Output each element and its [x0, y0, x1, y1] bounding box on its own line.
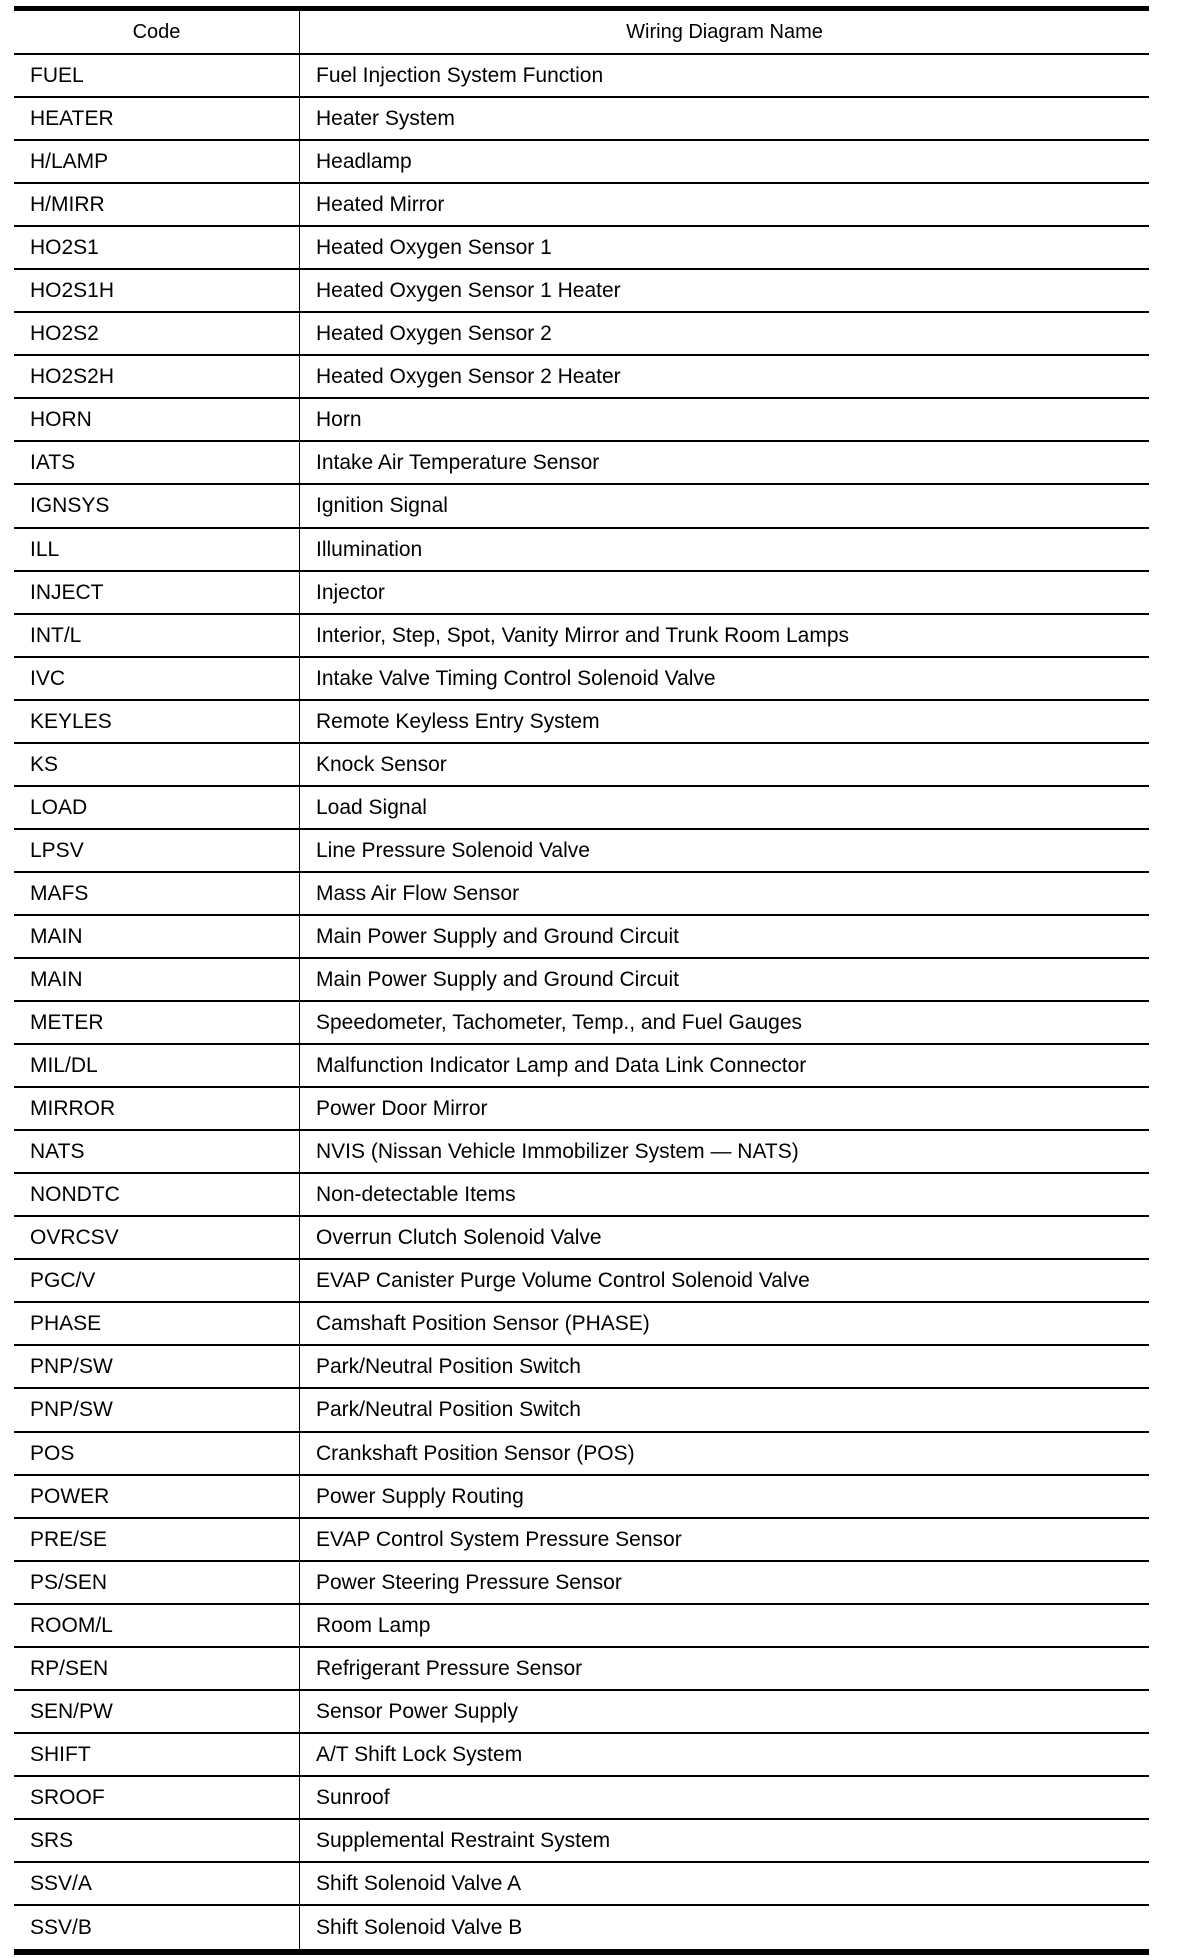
wiring-diagram-name-cell: Heated Oxygen Sensor 2: [316, 322, 552, 346]
table-row: [14, 787, 1149, 830]
wiring-diagram-name-cell: Intake Valve Timing Control Solenoid Valve: [316, 666, 716, 690]
wiring-diagram-name-cell: Heated Oxygen Sensor 1: [316, 236, 552, 260]
code-cell: HO2S1H: [14, 270, 300, 311]
table-row: [14, 1777, 1149, 1820]
table-row: [14, 873, 1149, 916]
wiring-diagram-name-cell: Ignition Signal: [316, 494, 448, 518]
code-cell: PNP/SW: [14, 1389, 300, 1430]
table-row: [14, 1519, 1149, 1562]
wiring-diagram-name-cell: Knock Sensor: [316, 752, 447, 776]
code-cell: H/MIRR: [14, 184, 300, 225]
table-row: [14, 1820, 1149, 1863]
wiring-diagram-name-cell: Heater System: [316, 107, 455, 131]
table-row: [14, 141, 1149, 184]
table-row: [14, 356, 1149, 399]
header-wiring-diagram-name: Wiring Diagram Name: [626, 21, 823, 43]
code-cell: OVRCSV: [14, 1217, 300, 1258]
code-cell: H/LAMP: [14, 141, 300, 182]
table-row: [14, 959, 1149, 1002]
code-cell: SSV/A: [14, 1863, 300, 1904]
wiring-diagram-name-cell: Headlamp: [316, 150, 412, 174]
wiring-diagram-name-cell: Power Door Mirror: [316, 1097, 488, 1121]
table-row: [14, 1906, 1149, 1949]
wiring-diagram-name-cell: Refrigerant Pressure Sensor: [316, 1656, 583, 1680]
wiring-diagram-name-cell: Non-detectable Items: [316, 1183, 516, 1207]
table-row: [14, 1433, 1149, 1476]
code-cell: MIRROR: [14, 1088, 300, 1129]
table-row: [14, 1648, 1149, 1691]
code-cell: PGC/V: [14, 1260, 300, 1301]
code-cell: SEN/PW: [14, 1691, 300, 1732]
table-row: [14, 615, 1149, 658]
code-cell: HEATER: [14, 98, 300, 139]
code-cell: PRE/SE: [14, 1519, 300, 1560]
table-row: [14, 485, 1149, 528]
table-body: [14, 55, 1149, 1949]
code-cell: HO2S2: [14, 313, 300, 354]
wiring-diagram-name-cell: EVAP Control System Pressure Sensor: [316, 1527, 682, 1551]
wiring-diagram-name-cell: Fuel Injection System Function: [316, 64, 604, 88]
code-cell: POWER: [14, 1476, 300, 1517]
wiring-diagram-name-cell: Main Power Supply and Ground Circuit: [316, 924, 680, 948]
wiring-diagram-name-cell: Speedometer, Tachometer, Temp., and Fuel Gauges: [316, 1011, 803, 1035]
code-cell: FUEL: [14, 55, 300, 96]
wiring-diagram-name-cell: A/T Shift Lock System: [316, 1742, 523, 1766]
wiring-diagram-name-cell: Heated Oxygen Sensor 1 Heater: [316, 279, 621, 303]
code-cell: INT/L: [14, 615, 300, 656]
code-cell: IGNSYS: [14, 485, 300, 526]
wiring-diagram-name-cell: Heated Mirror: [316, 193, 445, 217]
wiring-diagram-name-cell: Park/Neutral Position Switch: [316, 1398, 581, 1422]
table-row: [14, 313, 1149, 356]
table-row: [14, 529, 1149, 572]
wiring-diagram-name-cell: Room Lamp: [316, 1613, 431, 1637]
wiring-diagram-name-cell: EVAP Canister Purge Volume Control Solenoid Valve: [316, 1269, 810, 1293]
table-row: [14, 1734, 1149, 1777]
table-row: [14, 399, 1149, 442]
code-cell: HO2S1: [14, 227, 300, 268]
code-cell: MAIN: [14, 916, 300, 957]
header-code: Code: [14, 11, 300, 53]
wiring-diagram-name-cell: Illumination: [316, 537, 423, 561]
code-cell: INJECT: [14, 572, 300, 613]
wiring-diagram-name-cell: Injector: [316, 580, 385, 604]
wiring-diagram-name-cell: Line Pressure Solenoid Valve: [316, 838, 590, 862]
wiring-diagram-name-cell: Sensor Power Supply: [316, 1699, 518, 1723]
code-cell: POS: [14, 1433, 300, 1474]
table-row: [14, 1476, 1149, 1519]
wiring-diagram-name-cell: Shift Solenoid Valve B: [316, 1916, 523, 1940]
table-row: [14, 1088, 1149, 1131]
wiring-diagram-name-cell: Interior, Step, Spot, Vanity Mirror and Trunk Room Lamps: [316, 623, 850, 647]
table-row: [14, 1217, 1149, 1260]
table-row: [14, 1002, 1149, 1045]
code-cell: SRS: [14, 1820, 300, 1861]
wiring-diagram-name-cell: Horn: [316, 408, 362, 432]
code-cell: RP/SEN: [14, 1648, 300, 1689]
wiring-diagram-name-cell: Intake Air Temperature Sensor: [316, 451, 600, 475]
table-row: [14, 1389, 1149, 1432]
wiring-diagram-name-cell: Sunroof: [316, 1785, 390, 1809]
table-row: [14, 55, 1149, 98]
wiring-diagram-name-cell: Mass Air Flow Sensor: [316, 881, 520, 905]
code-cell: MAFS: [14, 873, 300, 914]
code-cell: KS: [14, 744, 300, 785]
wiring-diagram-name-cell: Park/Neutral Position Switch: [316, 1355, 581, 1379]
wiring-diagram-name-cell: Crankshaft Position Sensor (POS): [316, 1441, 635, 1465]
table-row: [14, 1605, 1149, 1648]
table-row: [14, 701, 1149, 744]
table-row: [14, 1346, 1149, 1389]
code-cell: HORN: [14, 399, 300, 440]
wiring-diagram-name-cell: Power Supply Routing: [316, 1484, 524, 1508]
table-row: [14, 1131, 1149, 1174]
code-cell: KEYLES: [14, 701, 300, 742]
table-row: [14, 270, 1149, 313]
table-row: [14, 1691, 1149, 1734]
code-cell: ILL: [14, 529, 300, 570]
code-cell: IVC: [14, 658, 300, 699]
code-cell: LPSV: [14, 830, 300, 871]
table-row: [14, 916, 1149, 959]
wiring-diagram-name-cell: Supplemental Restraint System: [316, 1828, 611, 1852]
table-row: [14, 1863, 1149, 1906]
code-cell: LOAD: [14, 787, 300, 828]
wiring-diagram-name-cell: Malfunction Indicator Lamp and Data Link Connector: [316, 1054, 807, 1078]
table-row: [14, 830, 1149, 873]
code-cell: NATS: [14, 1131, 300, 1172]
wiring-diagram-name-cell: Load Signal: [316, 795, 427, 819]
table-row: [14, 1045, 1149, 1088]
table-row: [14, 98, 1149, 141]
code-cell: MIL/DL: [14, 1045, 300, 1086]
table-row: [14, 1260, 1149, 1303]
table-row: [14, 227, 1149, 270]
code-cell: SROOF: [14, 1777, 300, 1818]
table-row: [14, 1174, 1149, 1217]
code-cell: PS/SEN: [14, 1562, 300, 1603]
table-row: [14, 744, 1149, 787]
table-row: [14, 1303, 1149, 1346]
table-row: [14, 1562, 1149, 1605]
code-cell: NONDTC: [14, 1174, 300, 1215]
table-row: [14, 442, 1149, 485]
code-cell: HO2S2H: [14, 356, 300, 397]
code-cell: PHASE: [14, 1303, 300, 1344]
code-cell: SSV/B: [14, 1906, 300, 1949]
table-row: [14, 184, 1149, 227]
wiring-diagram-name-cell: Heated Oxygen Sensor 2 Heater: [316, 365, 621, 389]
code-cell: IATS: [14, 442, 300, 483]
wiring-diagram-name-cell: NVIS (Nissan Vehicle Immobilizer System — NATS): [316, 1140, 799, 1164]
code-cell: MAIN: [14, 959, 300, 1000]
wiring-diagram-name-cell: Camshaft Position Sensor (PHASE): [316, 1312, 650, 1336]
code-cell: METER: [14, 1002, 300, 1043]
wiring-diagram-name-cell: Shift Solenoid Valve A: [316, 1871, 522, 1895]
wiring-diagram-code-table: [14, 6, 1149, 1955]
code-cell: PNP/SW: [14, 1346, 300, 1387]
wiring-diagram-name-cell: Overrun Clutch Solenoid Valve: [316, 1226, 602, 1250]
table-row: [14, 572, 1149, 615]
wiring-diagram-name-cell: Remote Keyless Entry System: [316, 709, 600, 733]
code-cell: ROOM/L: [14, 1605, 300, 1646]
wiring-diagram-name-cell: Power Steering Pressure Sensor: [316, 1570, 622, 1594]
table-header-row: [14, 11, 1149, 55]
wiring-diagram-name-cell: Main Power Supply and Ground Circuit: [316, 968, 680, 991]
table-row: [14, 658, 1149, 701]
code-cell: SHIFT: [14, 1734, 300, 1775]
